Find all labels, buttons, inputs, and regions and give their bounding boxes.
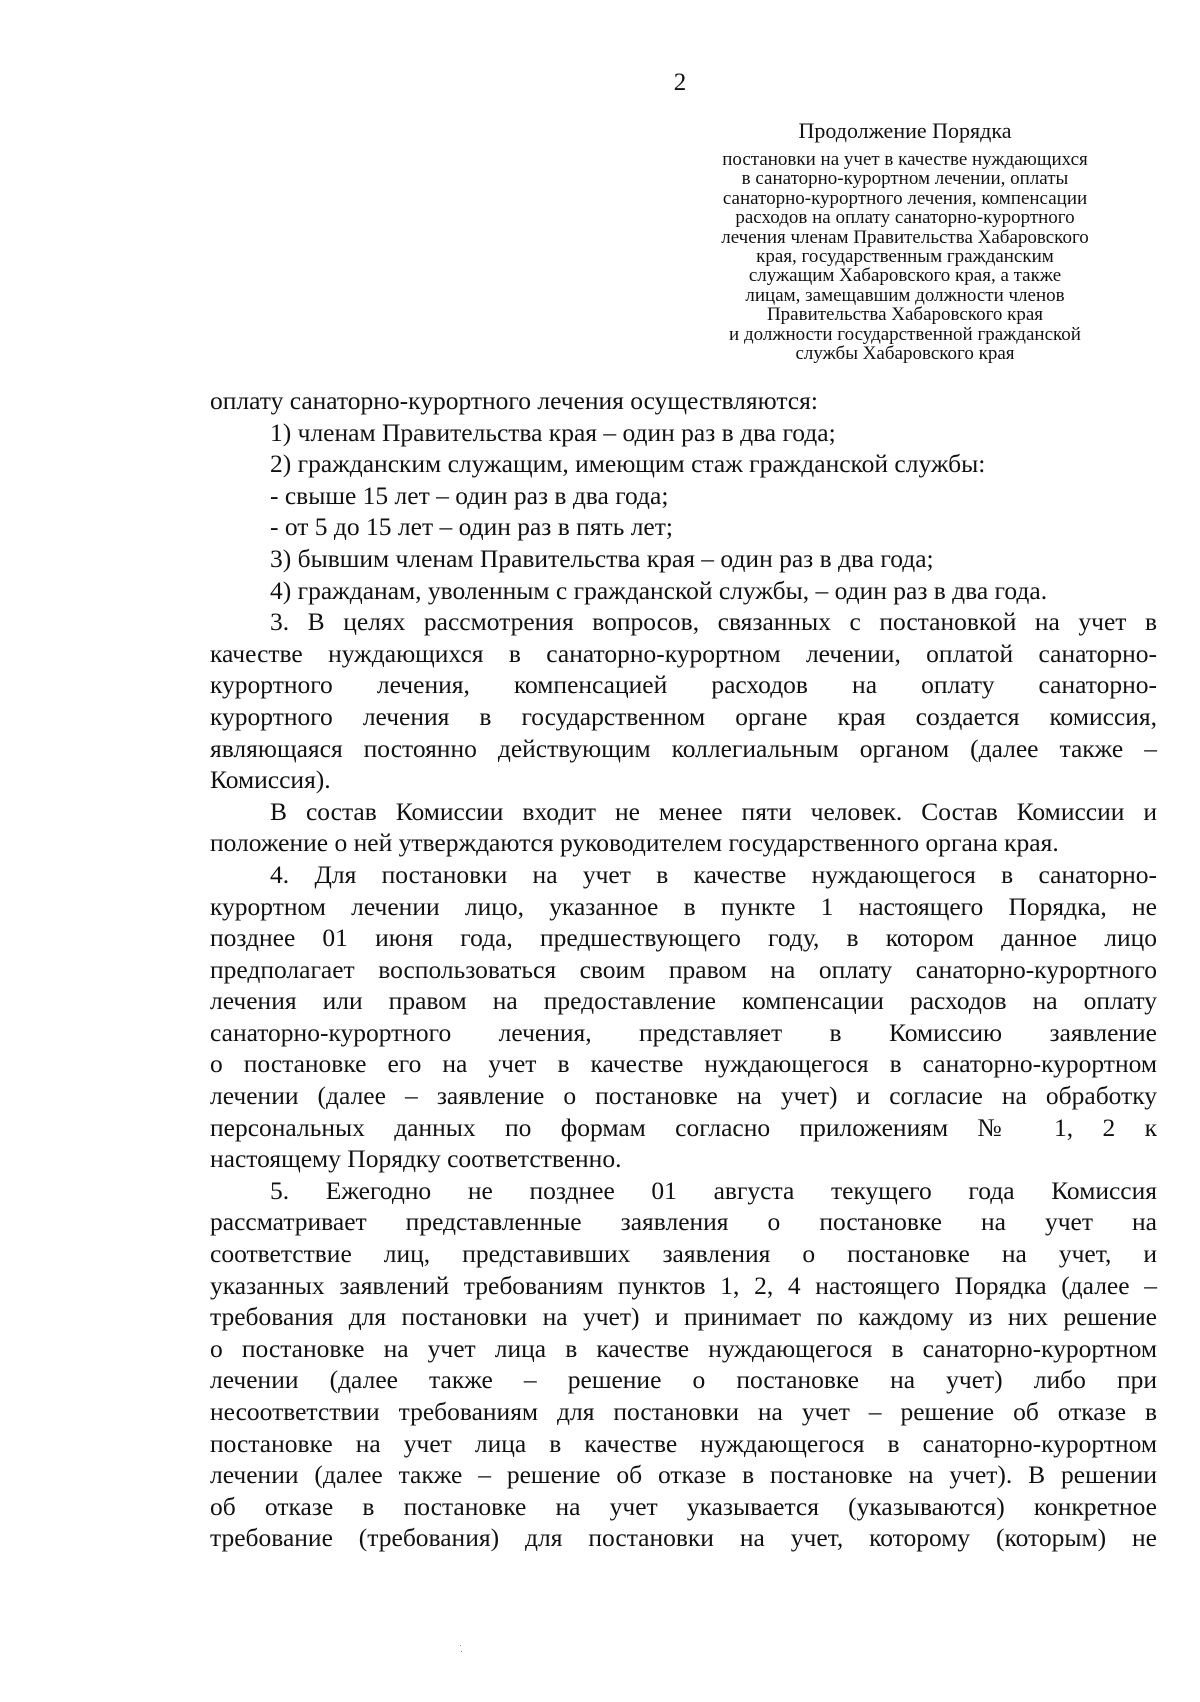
paragraph-5-line: указанных заявлений требованиям пунктов 1, 2, 4 настоящего Порядка (далее –	[210, 1270, 1157, 1300]
paragraph-5-line: требование (требования) для постановки на учет, которому (которым) не	[210, 1523, 1157, 1553]
paragraph-4-line: позднее 01 июня года, предшествующего году, в котором данное лицо	[210, 923, 1157, 953]
header-line: постановки на учет в качестве нуждающихся	[722, 149, 1088, 170]
paragraph-4-line: курортном лечении лицо, указанное в пункте 1 настоящего Порядка, не	[210, 891, 1157, 921]
paragraph-3-line: Комиссия).	[210, 765, 331, 795]
header-line: Правительства Хабаровского края	[766, 304, 1044, 326]
paragraph-3-line: 3. В целях рассмотрения вопросов, связанных с постановкой на учет в	[270, 607, 1157, 637]
header-title: Продолжение Порядка	[798, 118, 1012, 143]
header-line: служащим Хабаровского края, а также	[748, 265, 1062, 287]
header-line: лечения членам Правительства Хабаровского	[721, 226, 1089, 248]
paragraph-5-line: о постановке на учет лица в качестве нуждающегося в санаторно-курортном	[210, 1333, 1157, 1363]
document-body	[210, 385, 1157, 1554]
list-item: 2) гражданским служащим, имеющим стаж гражданской службы:	[270, 449, 986, 479]
header-line: расходов на оплату санаторно-курортного	[735, 207, 1075, 229]
paragraph-5-line: лечении (далее также – решение об отказе в постановке на учет). В решении	[210, 1460, 1157, 1490]
paragraph-5-line: лечении (далее также – решение о постановке на учет) либо при	[210, 1365, 1157, 1395]
header-line: края, государственным гражданским	[756, 246, 1054, 268]
body-line: оплату санаторно-курортного лечения осуществляются:	[210, 386, 818, 415]
header-line: службы Хабаровского края	[795, 343, 1015, 365]
paragraph-5-line: 5. Ежегодно не позднее 01 августа текущего года Комиссия	[270, 1175, 1157, 1205]
paragraph-4-line: 4. Для постановки на учет в качестве нуждающегося в санаторно-	[270, 859, 1157, 889]
header-line: в санаторно-курортном лечении, оплаты	[741, 168, 1069, 190]
list-item: - от 5 до 15 лет – один раз в пять лет;	[270, 512, 673, 542]
paragraph-4-line: персональных данных по формам согласно приложениям № 1, 2 к	[210, 1112, 1157, 1142]
paragraph-3-line: качестве нуждающихся в санаторно-курортном лечении, оплатой санаторно-	[210, 638, 1157, 668]
paragraph-5-line: требования для постановки на учет) и принимает по каждому из них решение	[210, 1302, 1157, 1332]
paragraph-5-line: об отказе в постановке на учет указывается (указываются) конкретное	[210, 1491, 1157, 1521]
header-line: лицам, замещавшим должности членов	[745, 284, 1065, 306]
paragraph-3b-line: В состав Комиссии входит не менее пяти человек. Состав Комиссии и	[270, 796, 1157, 826]
list-item: 3) бывшим членам Правительства края – один раз в два года;	[270, 543, 934, 573]
appendix-header	[660, 118, 1150, 363]
paragraph-4-line: предполагает воспользоваться своим правом на оплату санаторно-курортного	[210, 954, 1157, 984]
paragraph-4-line: о постановке его на учет в качестве нуждающегося в санаторно-курортном	[210, 1049, 1157, 1079]
scan-specks	[460, 1645, 464, 1653]
header-line: и должности государственной гражданской	[729, 323, 1081, 345]
list-item: 4) гражданам, уволенным с гражданской службы, – один раз в два года.	[270, 575, 1048, 605]
paragraph-3-line: курортного лечения в государственном органе края создается комиссия,	[210, 701, 1157, 731]
paragraph-4-line: лечения или правом на предоставление компенсации расходов на оплату	[210, 986, 1157, 1016]
paragraph-5-line: постановке на учет лица в качестве нуждающегося в санаторно-курортном	[210, 1428, 1157, 1458]
paragraph-3b-line: положение о ней утверждаются руководителем государственного органа края.	[210, 828, 1059, 858]
paragraph-5-line: несоответствии требованиям для постановки на учет – решение об отказе в	[210, 1397, 1157, 1426]
paragraph-5-line: рассматривает представленные заявления о постановке на учет на	[210, 1207, 1157, 1237]
paragraph-3-line: курортного лечения, компенсацией расходов на оплату санаторно-	[210, 670, 1157, 700]
paragraph-4-line: настоящему Порядку соответственно.	[210, 1144, 622, 1174]
paragraph-4-line: санаторно-курортного лечения, представляет в Комиссию заявление	[210, 1017, 1157, 1047]
list-item: - свыше 15 лет – один раз в два года;	[270, 480, 669, 510]
paragraph-3-line: являющаяся постоянно действующим коллегиальным органом (далее также –	[210, 733, 1157, 763]
paragraph-5-line: соответствие лиц, представивших заявления о постановке на учет, и	[210, 1239, 1157, 1269]
page-number: 2	[673, 69, 687, 96]
header-line: санаторно-курортного лечения, компенсации	[722, 187, 1088, 209]
paragraph-4-line: лечении (далее – заявление о постановке на учет) и согласие на обработку	[210, 1081, 1157, 1111]
list-item: 1) членам Правительства края – один раз в два года;	[270, 417, 836, 447]
